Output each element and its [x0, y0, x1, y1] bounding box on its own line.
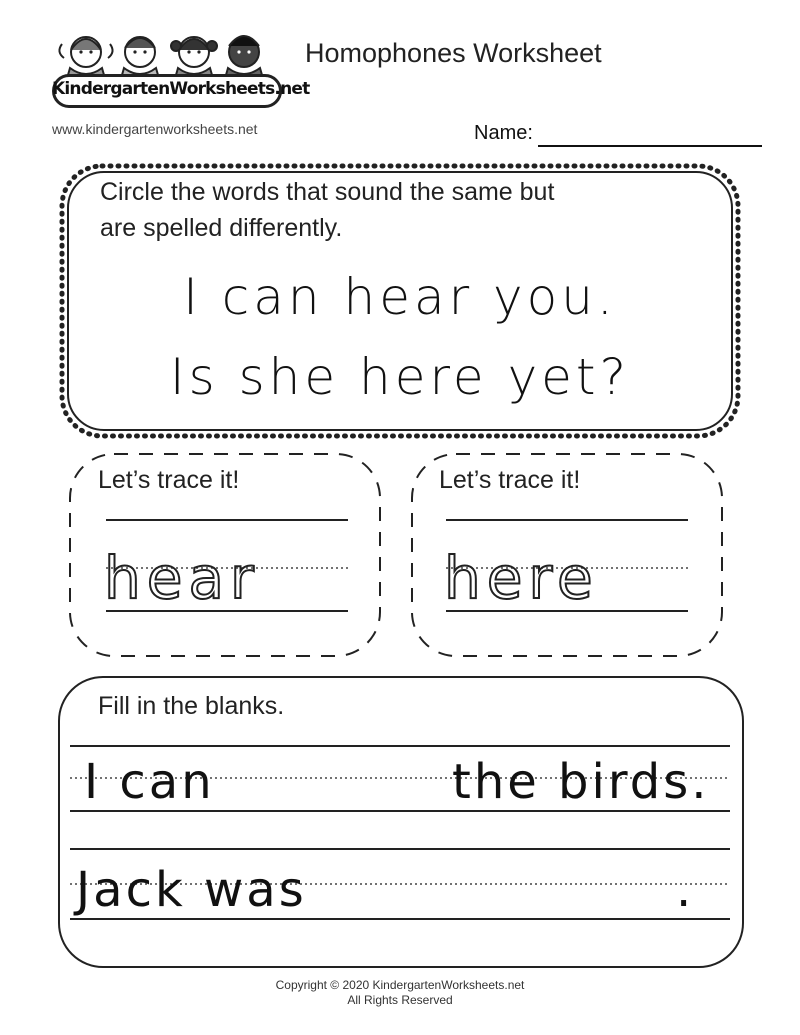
copyright-text: Copyright © 2020 KindergartenWorksheets.net	[275, 978, 525, 992]
trace-word-hear: hear	[104, 544, 260, 612]
line-2-end: .	[676, 862, 695, 918]
trace-left-heading: Let’s trace it!	[98, 466, 240, 494]
page-title: Homophones Worksheet	[305, 38, 602, 68]
site-url: www.kindergartenworksheets.net	[52, 121, 258, 137]
blank-1[interactable]	[250, 756, 440, 810]
instruction-line-1: Circle the words that sound the same but	[100, 178, 555, 206]
name-label: Name:	[474, 122, 533, 144]
rights-text: All Rights Reserved	[347, 993, 453, 1007]
instruction-line-2: are spelled differently.	[100, 214, 343, 242]
line-1-end: the birds.	[452, 754, 710, 810]
sentence-1: I can hear you.	[183, 268, 617, 326]
footer	[0, 978, 800, 1008]
sentence-2: Is she here yet?	[169, 348, 631, 406]
trace-right-heading: Let’s trace it!	[439, 466, 581, 494]
blank-2[interactable]	[360, 864, 670, 918]
fill-blanks-instruction: Fill in the blanks.	[98, 692, 285, 720]
logo-text: KindergartenWorksheets.net	[52, 79, 310, 99]
line-1-start: I can	[84, 754, 215, 810]
trace-word-here: here	[444, 544, 599, 612]
name-write-line[interactable]	[538, 145, 762, 147]
line-2-start: Jack was	[76, 862, 307, 918]
